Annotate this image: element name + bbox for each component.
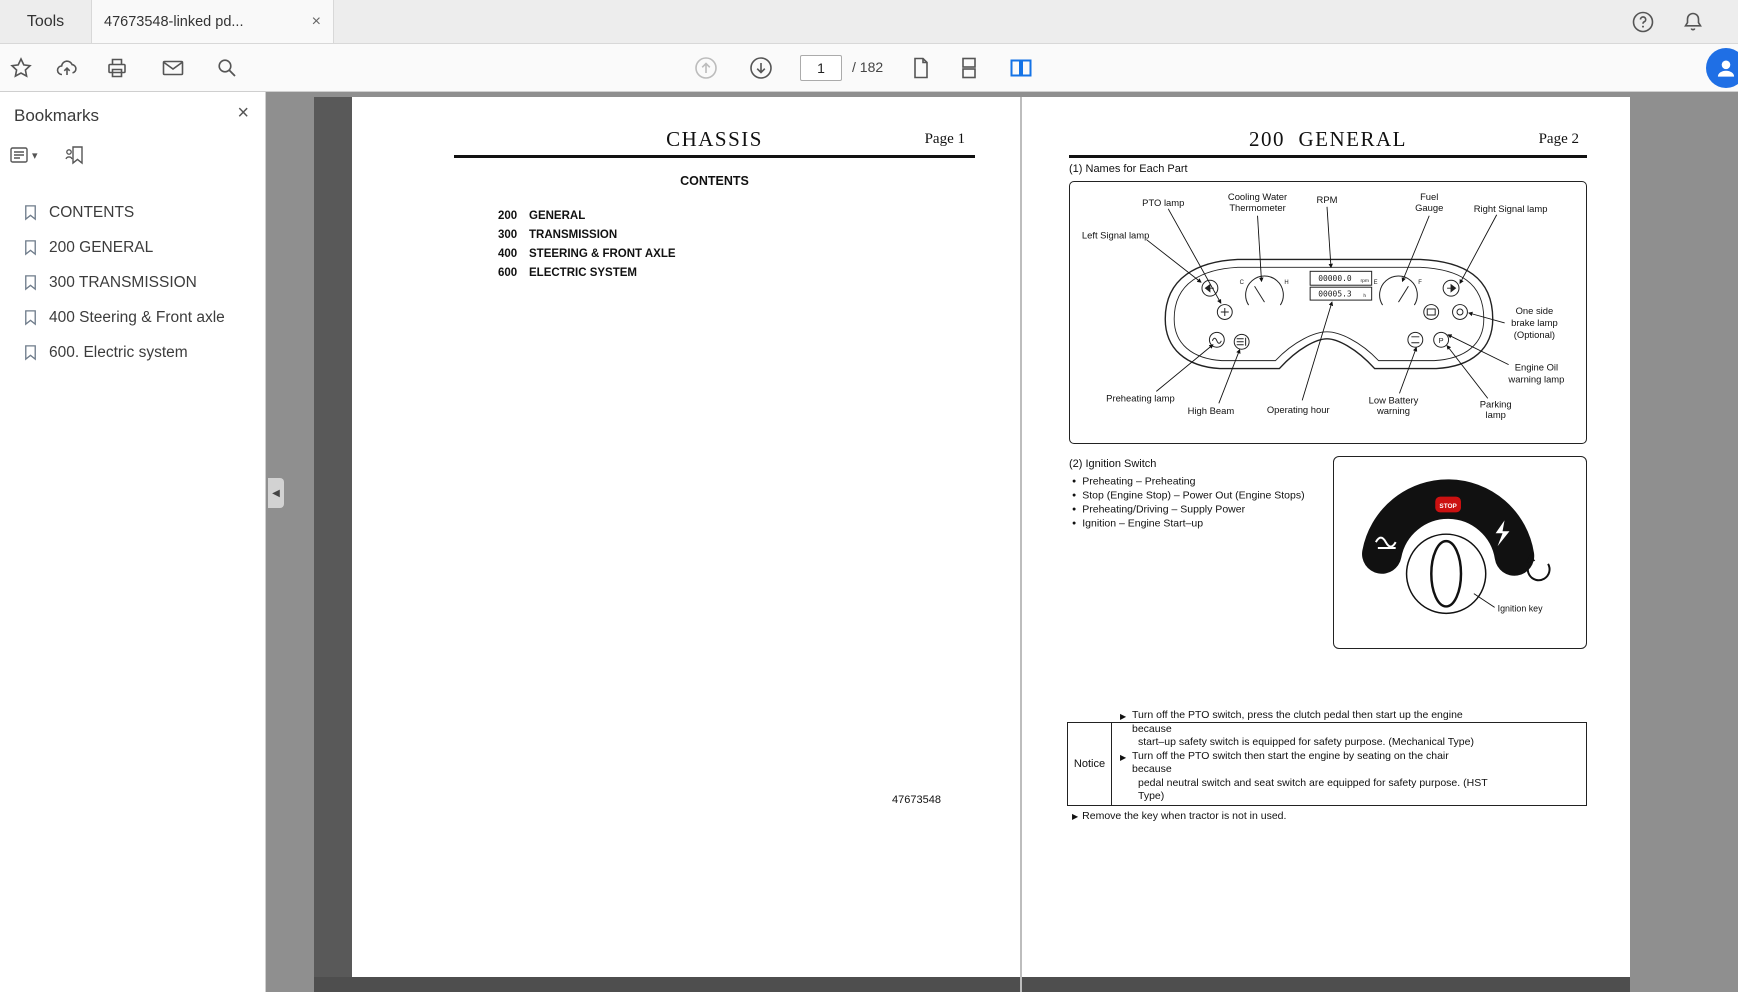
notice-line: Type) [1138,790,1165,802]
high-beam-lamp-icon [1234,334,1249,349]
bell-icon [1680,9,1706,35]
label-preheating: Preheating lamp [1106,392,1175,404]
person-icon [1712,54,1738,82]
page-scrolling-button[interactable] [956,55,982,81]
question-circle-icon [1630,9,1656,35]
notice-line: start–up safety switch is equipped for safety purpose. (Mechanical Type) [1138,736,1474,748]
single-page-view-button[interactable] [908,55,934,81]
pto-lamp-icon [1217,305,1232,320]
ignition-key-label: Ignition key [1497,603,1543,614]
rpm-unit-label: rpm [1360,279,1369,285]
notice-line: pedal neutral switch and seat switch are equipped for safety purpose. (HST [1138,776,1488,789]
print-button[interactable] [104,55,130,81]
find-current-bookmark-button[interactable] [64,144,86,166]
bookmark-label: CONTENTS [49,203,135,221]
main-toolbar [0,44,1738,92]
user-avatar[interactable] [1706,48,1738,88]
sidebar-item-600-electric[interactable] [0,335,265,370]
label-gauge: Gauge [1415,201,1444,213]
scrolling-pages-icon [956,55,982,81]
label-high-beam: High Beam [1187,405,1235,417]
instrument-panel-diagram [1070,182,1586,443]
sidebar-collapse-handle[interactable] [268,478,284,508]
bullet-line: ● Stop (Engine Stop) – Power Out (Engine Stops) [1072,489,1305,502]
sidebar-item-300-transmission[interactable] [0,265,265,300]
pdf-document-spread[interactable] [314,97,1630,992]
label-cooling-water: Cooling Water [1227,190,1288,202]
printer-icon [104,55,130,81]
bookmark-label: 300 TRANSMISSION [49,273,197,291]
one-side-brake-lamp-icon [1424,305,1439,320]
arrow-down-circle-icon [748,55,774,81]
label-left-signal: Left Signal lamp [1081,229,1150,241]
notice-line: because [1132,763,1172,775]
page1-title: CHASSIS [666,127,763,151]
ignition-switch-bullets [1072,475,1305,531]
label-pto-lamp: PTO lamp [1142,196,1185,208]
two-page-view-icon [1008,55,1034,81]
magnifier-icon [214,55,240,81]
right-signal-lamp-icon [1443,280,1459,296]
page1-title-rule [454,155,975,158]
label-parking-2: lamp [1485,409,1506,421]
gauge-h-label: H [1284,280,1289,287]
bookmark-label: 400 Steering & Front axle [49,308,225,326]
toc-row: 300 TRANSMISSION [498,229,618,241]
arrow-up-circle-icon [693,55,719,81]
bookmarks-close-icon[interactable]: × [237,102,249,124]
notice-line: ▶ Turn off the PTO switch, press the clutch pedal then start up the engine [1120,709,1463,721]
parking-p-glyph: P [1438,335,1444,345]
key-label-line [1474,594,1495,608]
stop-position-icon [1435,497,1461,513]
bookmarks-panel [0,92,266,992]
notice-label: Notice [1068,723,1112,805]
page-scan-edge-left [314,97,352,992]
chevron-down-icon: ▾ [32,149,38,162]
bookmark-icon [22,204,39,221]
preheating-lamp-icon [1209,332,1224,347]
sidebar-item-200-general[interactable] [0,230,265,265]
email-button[interactable] [160,55,186,81]
label-parking-1: Parking [1479,398,1512,410]
tab-close-icon[interactable]: × [311,12,321,30]
bullet-line: ● Preheating/Driving – Supply Power [1072,503,1246,516]
collapse-arrow-icon: ◀ [272,487,280,499]
bookmark-icon [22,309,39,326]
page2-page-label: Page 2 [1538,131,1579,147]
bookmark-icon [22,344,39,361]
toc-row: 200 GENERAL [498,210,586,222]
bookmarks-list [0,195,265,370]
gauge-e-label: E [1373,280,1378,287]
label-rpm: RPM [1316,193,1338,205]
pdf-page-2 [1022,97,1630,992]
notice-after-line: ▶ Remove the key when tractor is not in used. [1072,810,1287,822]
page1-table-of-contents [498,207,676,283]
tab-document[interactable] [92,0,334,43]
label-engine-oil-2: warning lamp [1508,373,1565,385]
bookmark-label: 200 GENERAL [49,238,154,256]
sidebar-item-contents[interactable] [0,195,265,230]
list-options-icon [8,144,30,166]
tab-tools-label: Tools [26,12,65,30]
tab-tools[interactable] [0,0,92,43]
label-one-side-2: brake lamp [1511,316,1558,328]
bullet-line: ● Preheating – Preheating [1072,475,1196,488]
label-one-side-1: One side [1515,304,1554,316]
instrument-panel-figure [1069,181,1587,444]
page2-section2-heading: (2) Ignition Switch [1069,458,1157,470]
page1-document-number: 47673548 [892,794,941,806]
tab-document-label: 47673548-linked pd... [104,13,244,30]
tab-bar [0,0,1738,44]
search-button[interactable] [214,55,240,81]
label-fuel: Fuel [1420,190,1439,202]
notice-line: because [1132,722,1172,735]
fuel-gauge-icon [1380,276,1418,305]
low-battery-lamp-icon [1408,332,1423,347]
page2-section1-heading: (1) Names for Each Part [1069,163,1188,175]
favorites-button[interactable] [8,55,34,81]
bookmark-icon [22,239,39,256]
save-to-cloud-button[interactable] [54,55,80,81]
label-one-side-3: (Optional) [1513,328,1556,340]
coolant-gauge-icon [1246,276,1284,305]
hour-display-value: 00005.3 [1318,289,1352,299]
single-page-icon [908,55,934,81]
find-bookmark-icon [64,144,86,166]
pdf-page-1 [352,97,1020,992]
label-right-signal: Right Signal lamp [1473,202,1548,214]
notifications-button[interactable] [1680,9,1706,35]
label-thermometer: Thermometer [1229,201,1286,213]
label-operating-hour: Operating hour [1266,404,1330,416]
key-cylinder [1407,534,1486,613]
rpm-display-value: 00000.0 [1318,274,1352,284]
bullet-line: ● Ignition – Engine Start–up [1072,517,1204,530]
label-low-battery-1: Low Battery [1368,394,1419,406]
notice-line: ▶ Turn off the PTO switch then start the engine by seating on the chair [1120,749,1449,762]
svg-text:STOP: STOP [1439,502,1457,510]
bookmarks-toolbar [8,144,86,166]
bookmark-label: 600. Electric system [49,343,188,361]
page-total-label: / 182 [852,59,884,75]
gauge-f-label: F [1418,280,1422,287]
ignition-switch-diagram [1334,457,1586,648]
star-icon [8,55,34,81]
page2-title-rule [1069,155,1587,158]
toc-row: 400 STEERING & FRONT AXLE [498,248,676,260]
two-page-view-button[interactable] [1008,55,1034,81]
page1-contents-heading: CONTENTS [680,174,749,188]
next-page-button[interactable] [748,55,774,81]
label-engine-oil-1: Engine Oil [1514,361,1559,373]
cloud-upload-icon [54,55,80,81]
notice-text [1120,709,1582,804]
previous-page-button[interactable] [693,55,719,81]
bookmarks-panel-title: Bookmarks [14,106,100,125]
page2-title: 200 GENERAL [1249,127,1407,151]
hour-unit-label: h [1363,294,1367,300]
page1-page-label: Page 1 [924,131,965,147]
gauge-c-label: C [1239,280,1244,287]
engine-oil-lamp-icon [1453,305,1468,320]
label-low-battery-2: warning [1377,405,1410,417]
ignition-switch-figure [1333,456,1587,649]
help-button[interactable] [1630,9,1656,35]
notice-box [1067,709,1587,806]
bookmark-options-button[interactable] [8,144,38,166]
sidebar-item-400-steering[interactable] [0,300,265,335]
page-number-input[interactable] [800,55,842,81]
bookmark-icon [22,274,39,291]
envelope-icon [160,55,186,81]
toc-row: 600 ELECTRIC SYSTEM [498,267,637,279]
